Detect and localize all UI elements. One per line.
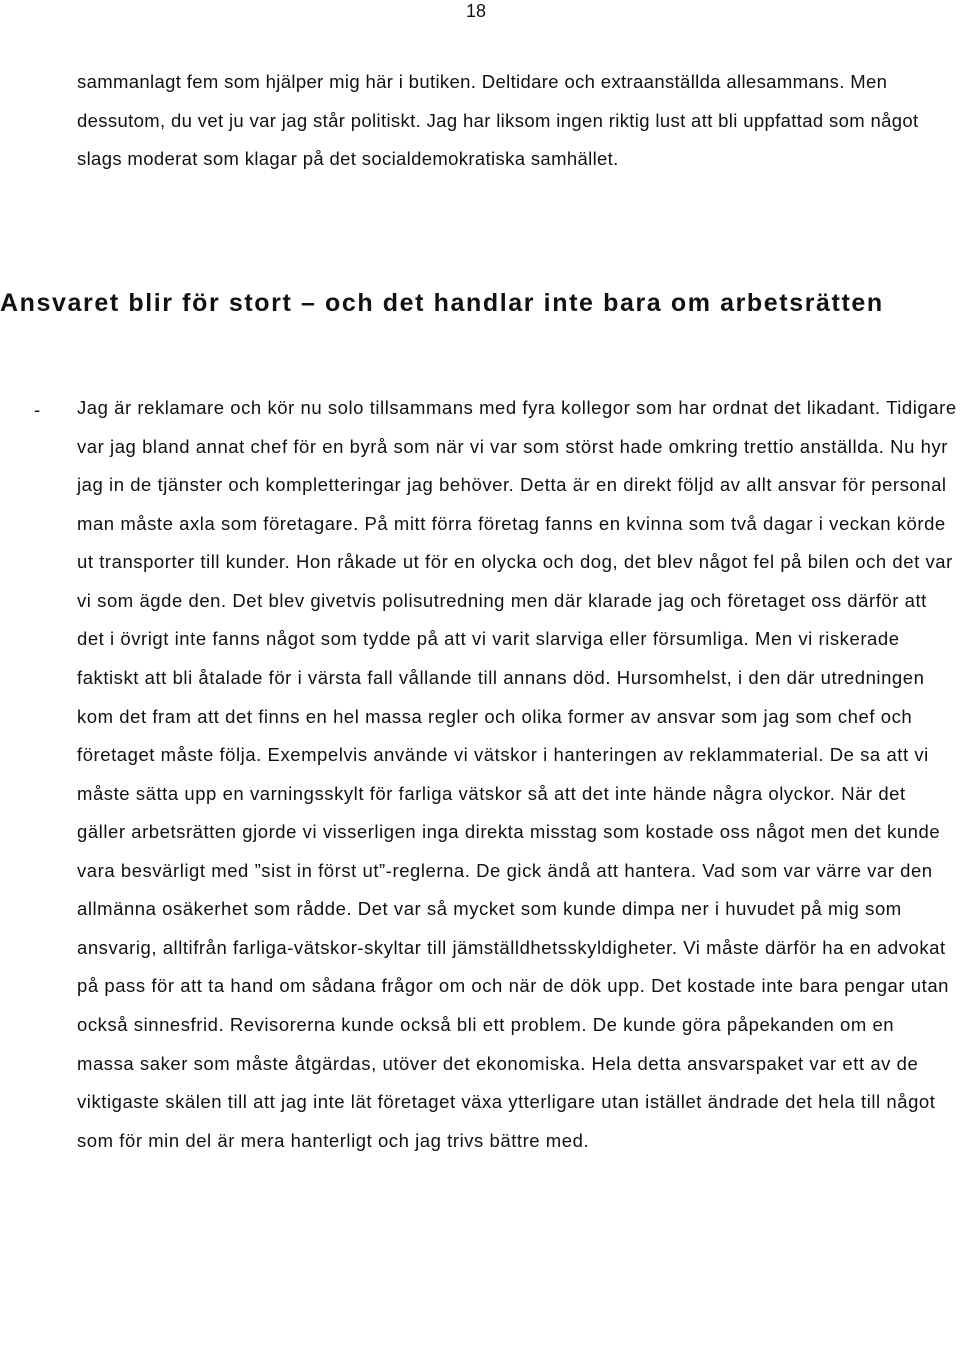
quote-paragraph: Jag är reklamare och kör nu solo tillsammans med fyra kollegor som har ordnat det likadant. Tidigare var jag bland annat chef för en byrå som när vi var som störst hade omkring trettio anställda. Nu hyr jag in de tjänster och kompletteringar jag behöver. Detta är en direkt följd av allt ansvar för personal man måste axla som företagare. På mitt förra företag fanns en kvinna som två dagar i veckan körde ut transporter till kunder. Hon råkade ut för en olycka och dog, det blev något fel på bilen och det var vi som ägde den. Det blev givetvis polisutredning men där klarade jag och företaget oss därför att det i övrigt inte fanns något som tydde på att vi varit slarviga eller försumliga. Men vi riskerade faktiskt att bli åtalade för i värsta fall vållande till annans död. Hursomhelst, i den där utredningen kom det fram att det finns en hel massa regler och olika former av ansvar som jag som chef och företaget måste följa. Exempelvis använde vi vätskor i hanteringen av reklammaterial. De sa att vi måste sätta upp en varningsskylt för farliga vätskor så att det inte hände några olyckor. När det gäller arbetsrätten gjorde vi visserligen inga direkta misstag som kostade oss något men det kunde vara besvärligt med ”sist in först ut”-reglerna. De gick ändå att hantera. Vad som var värre var den allmänna osäkerhet som rådde. Det var så mycket som kunde dimpa ner i huvudet på mig som ansvarig, alltifrån farliga-vätskor-skyltar till jämställdhetsskyldigheter. Vi måste därför ha en advokat på pass för att ta hand om sådana frågor om och när de dök upp. Det kostade inte bara pengar utan också sinnesfrid. Revisorerna kunde också bli ett problem. De kunde göra påpekanden om en massa saker som måste åtgärdas, utöver det ekonomiska. Hela detta ansvarspaket var ett av de viktigaste skälen till att jag inte lät företaget växa ytterligare utan istället ändrade det hela till något som för min del är mera hanterligt och jag trivs bättre med.: [77, 397, 957, 1151]
section-heading: Ansvaret blir för stort – och det handlar inte bara om arbetsrätten: [0, 289, 884, 317]
intro-paragraph: sammanlagt fem som hjälper mig här i butiken. Deltidare och extraanställda allesammans. Men dessutom, du vet ju var jag står politiskt. Jag har liksom ingen riktig lust att bli uppfattad som något slags moderat som klagar på det socialdemokratiska samhället.: [77, 71, 919, 169]
page-number: 18: [466, 1, 487, 21]
quote-dash: -: [34, 399, 41, 420]
